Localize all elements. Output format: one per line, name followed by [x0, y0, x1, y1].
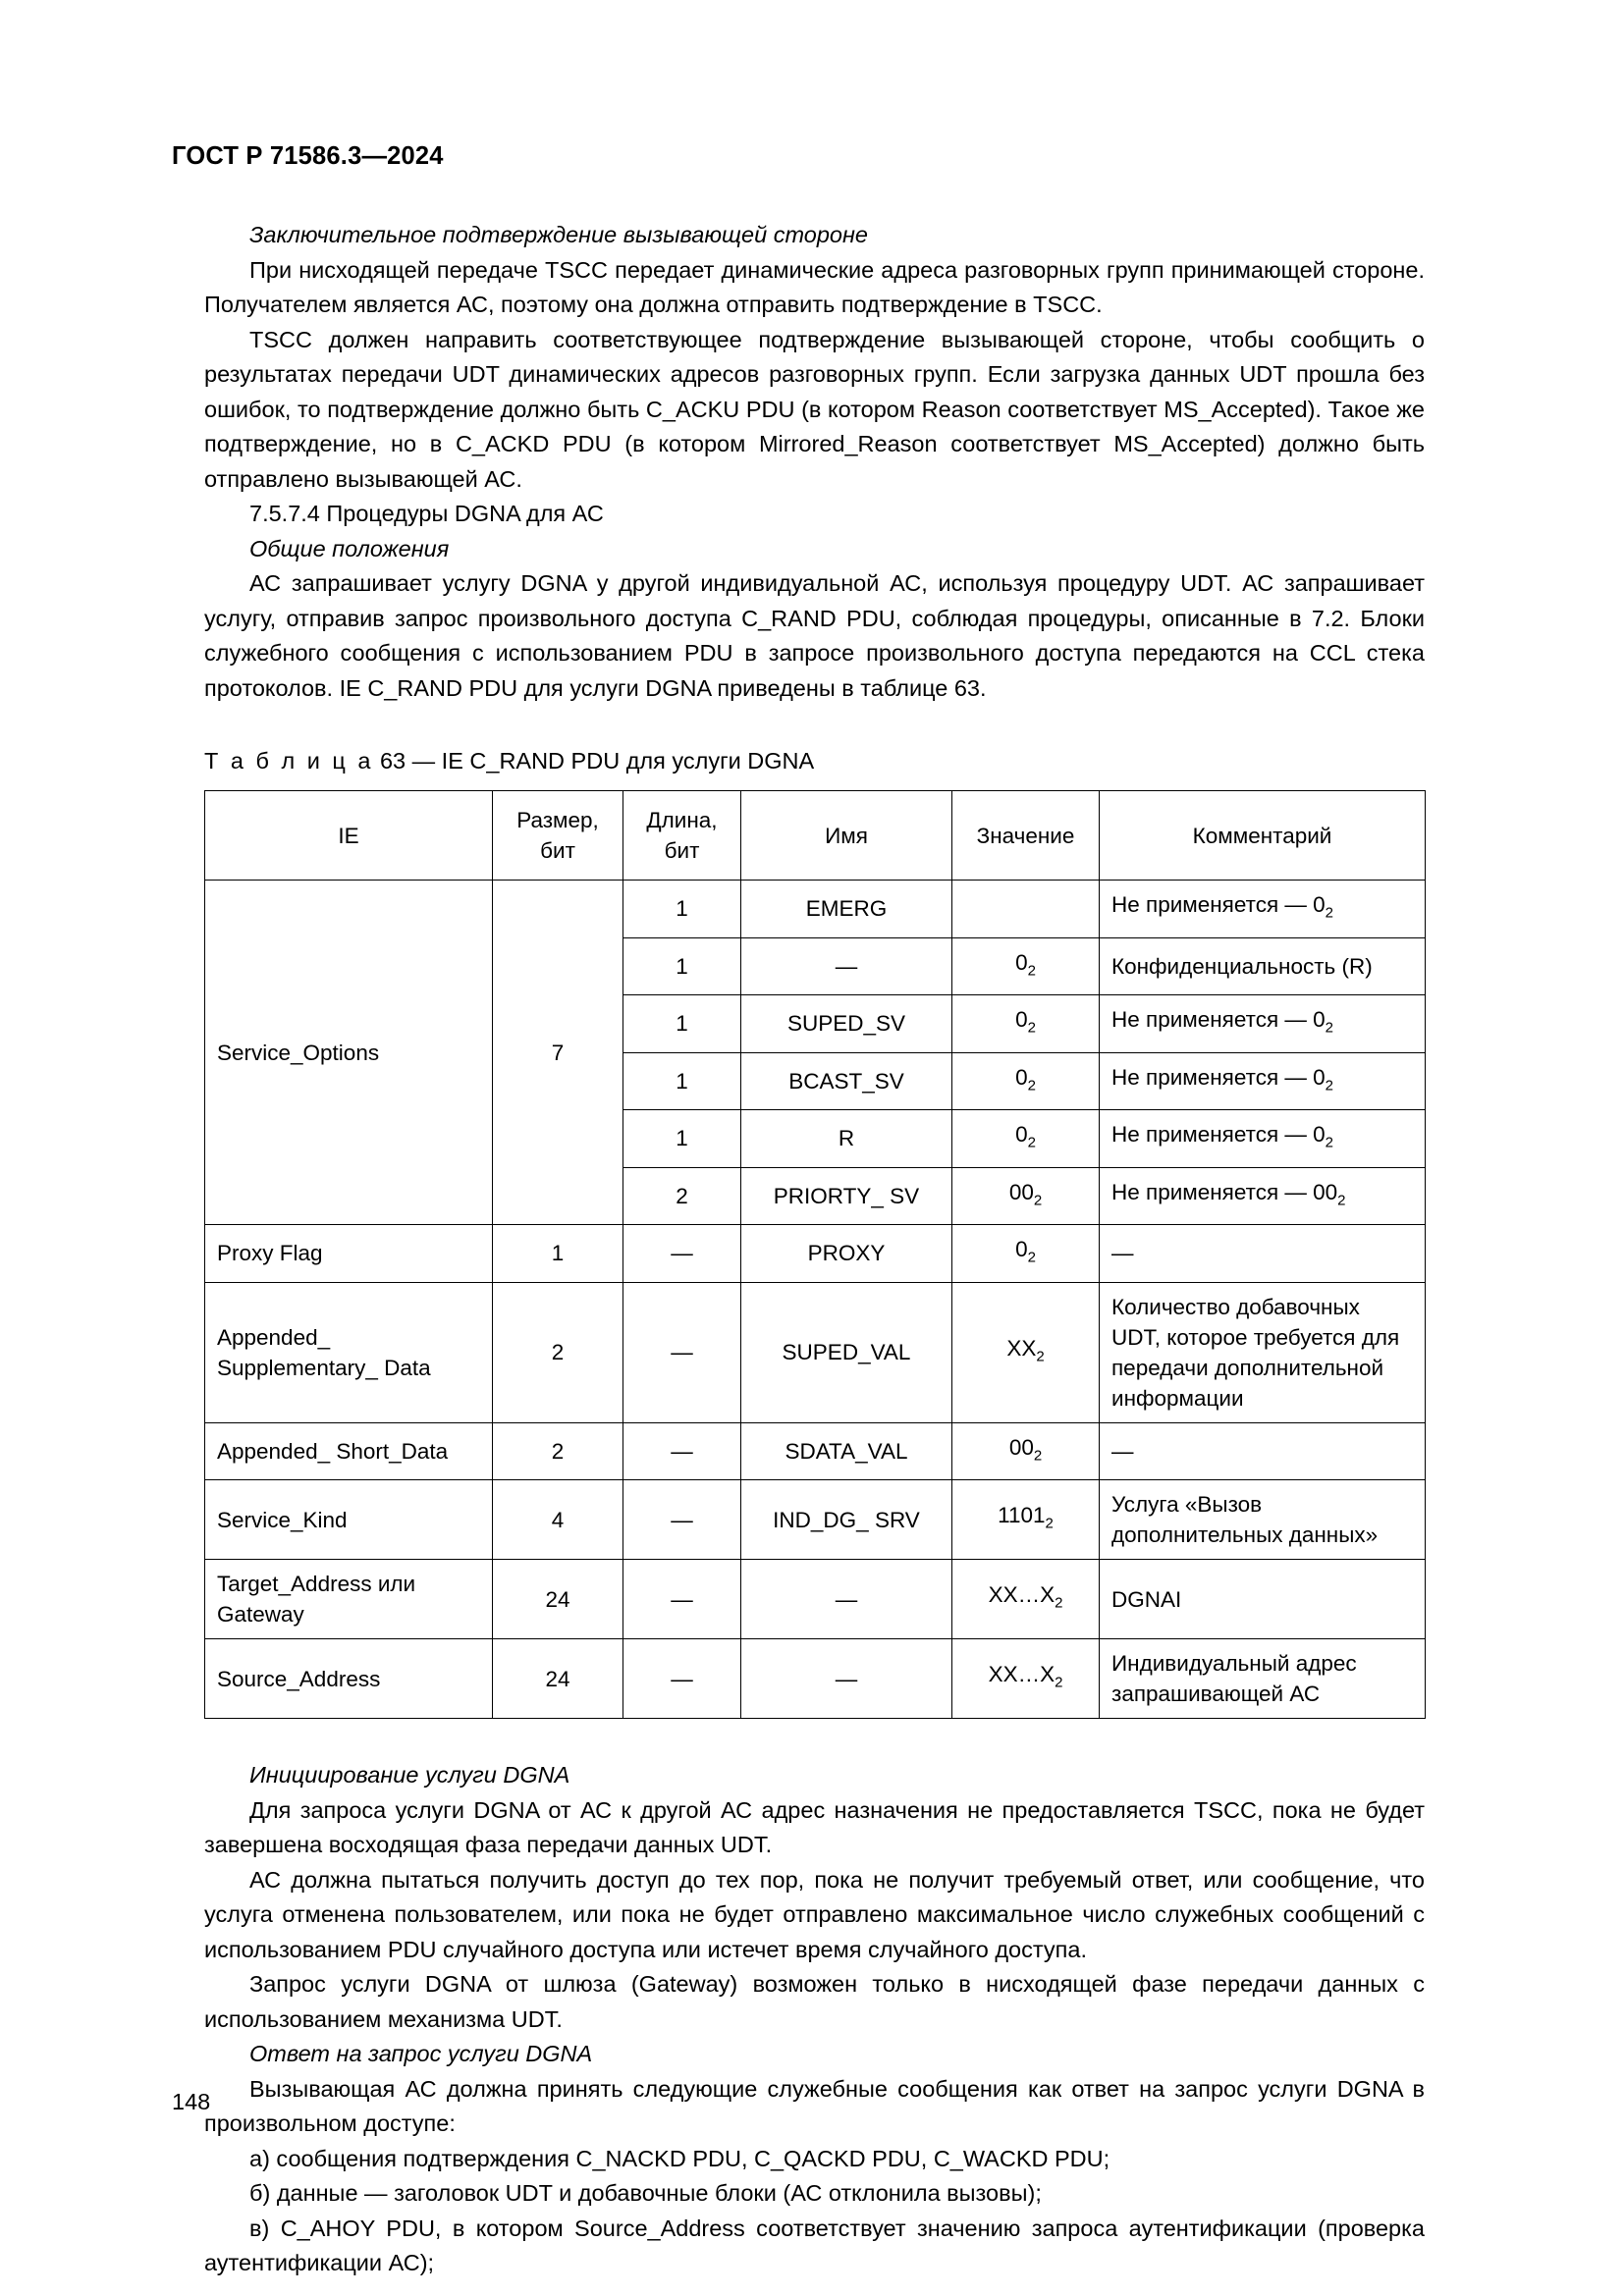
paragraph-5: АС должна пытаться получить доступ до тех пор, пока не получит требуемый ответ, или сообщение, что услуга отменена пользователем, или пока не будет отправлено максимальное число служебных сообщений с использованием PDU случайного доступа или истечет время случайного доступа.	[204, 1866, 1425, 1962]
cell-length: —	[623, 1282, 741, 1422]
cell-size: 24	[493, 1560, 623, 1639]
cell-comment: Индивидуальный адрес запрашивающей АС	[1100, 1639, 1426, 1719]
table-row	[205, 1560, 1426, 1639]
cell-name: —	[741, 937, 952, 995]
cell-name: PRIORTY_ SV	[741, 1167, 952, 1225]
paragraph-4: Для запроса услуги DGNA от АС к другой АС адрес назначения не предоставляется TSCC, пока не будет завершена восходящая фаза передачи данных UDT.	[204, 1796, 1425, 1857]
cell-size: 2	[493, 1282, 623, 1422]
paragraph-1: При нисходящей передаче TSCC передает динамические адреса разговорных групп принимающей стороне. Получателем является АС, поэтому она должна отправить подтверждение в TSCC.	[204, 256, 1425, 317]
table-row	[205, 1480, 1426, 1560]
cell-name: IND_DG_ SRV	[741, 1480, 952, 1560]
cell-comment: DGNAI	[1100, 1560, 1426, 1639]
cell-name: SUPED_SV	[741, 995, 952, 1053]
cell-size: 24	[493, 1639, 623, 1719]
page-content	[204, 218, 1425, 2281]
page-header-standard-number: ГОСТ Р 71586.3—2024	[172, 142, 444, 170]
cell-name: —	[741, 1639, 952, 1719]
paragraph-6: Запрос услуги DGNA от шлюза (Gateway) возможен только в нисходящей фазе передачи данных с использованием механизма UDT.	[204, 1971, 1425, 2032]
cell-value: $0_2$	[952, 995, 1100, 1053]
table-row	[205, 1422, 1426, 1480]
cell-value: $0_2$	[952, 1052, 1100, 1110]
cell-name: —	[741, 1560, 952, 1639]
cell-ie-service-options: Service_Options	[205, 881, 493, 1225]
heading-dgna-response: Ответ на запрос услуги DGNA	[249, 2041, 593, 2066]
page-number: 148	[172, 2089, 211, 2114]
cell-length: 1	[623, 1052, 741, 1110]
th-length: Длина, бит	[623, 791, 741, 881]
cell-ie: Service_Kind	[205, 1480, 493, 1560]
cell-name: PROXY	[741, 1225, 952, 1283]
cell-length: —	[623, 1639, 741, 1719]
cell-name: R	[741, 1110, 952, 1168]
cell-comment: Не применяется — $00_2$	[1100, 1167, 1426, 1225]
cell-comment: Не применяется — $0_2$	[1100, 1110, 1426, 1168]
cell-ie: Appended_ Supplementary_ Data	[205, 1282, 493, 1422]
cell-value: $00_2$	[952, 1167, 1100, 1225]
cell-size-service-options: 7	[493, 881, 623, 1225]
cell-name: SUPED_VAL	[741, 1282, 952, 1422]
table-63	[204, 790, 1426, 1719]
cell-length: —	[623, 1225, 741, 1283]
cell-length: —	[623, 1480, 741, 1560]
table-row	[205, 1282, 1426, 1422]
cell-comment: Конфиденциальность (R)	[1100, 937, 1426, 995]
cell-size: 1	[493, 1225, 623, 1283]
cell-value: $1101_2$	[952, 1480, 1100, 1560]
th-value: Значение	[952, 791, 1100, 881]
cell-comment: —	[1100, 1422, 1426, 1480]
th-size: Размер, бит	[493, 791, 623, 881]
cell-value: $0_2$	[952, 1225, 1100, 1283]
cell-size: 4	[493, 1480, 623, 1560]
cell-ie: Source_Address	[205, 1639, 493, 1719]
cell-name: EMERG	[741, 881, 952, 938]
cell-comment: Не применяется — $0_2$	[1100, 881, 1426, 938]
th-ie: IE	[205, 791, 493, 881]
list-item-b: б) данные — заголовок UDT и добавочные блоки (АС отклонила вызовы);	[249, 2180, 1042, 2206]
cell-length: 1	[623, 937, 741, 995]
list-item-v: в) C_AHOY PDU, в котором Source_Address соответствует значению запроса аутентификации (проверка аутентификации АС);	[204, 2215, 1425, 2275]
paragraph-2: TSCC должен направить соответствующее подтверждение вызывающей стороне, чтобы сообщить о результатах передачи UDT динамических адресов разговорных групп. Если загрузка данных UDT прошла без ошибок, то подтверждение должно быть C_ACKU PDU (в котором Reason соответствует MS_Accepted). Такое же подтверждение, но в C_ACKD PDU (в котором Mirrored_Reason соответствует MS_Accepted) должно быть отправлено вызывающей АС.	[204, 326, 1425, 492]
table-row	[205, 881, 1426, 938]
after-table-text	[204, 1758, 1425, 2281]
table-caption-label: Т а б л и ц а	[204, 748, 374, 774]
heading-general: Общие положения	[249, 535, 450, 561]
cell-length: —	[623, 1422, 741, 1480]
cell-value: $XX\dots X_2$	[952, 1560, 1100, 1639]
table-row	[205, 1639, 1426, 1719]
th-comment: Комментарий	[1100, 791, 1426, 881]
cell-value: $0_2$	[952, 937, 1100, 995]
table-header-row	[205, 791, 1426, 881]
th-name: Имя	[741, 791, 952, 881]
table-row	[205, 1225, 1426, 1283]
paragraph-7: Вызывающая АС должна принять следующие служебные сообщения как ответ на запрос услуги DGNA в произвольном доступе:	[204, 2075, 1425, 2136]
cell-length: 1	[623, 881, 741, 938]
table-63-caption	[204, 745, 1425, 776]
paragraph-3: АС запрашивает услугу DGNA у другой индивидуальной АС, используя процедуру UDT. АС запрашивает услугу, отправив запрос произвольного доступа C_RAND PDU, соблюдая процедуры, описанные в 7.2. Блоки служебного сообщения с использованием PDU в запросе произвольного доступа передаются на CCL стека протоколов. IE C_RAND PDU для услуги DGNA приведены в таблице 63.	[204, 570, 1425, 701]
cell-value	[952, 881, 1100, 938]
cell-value: $XX_2$	[952, 1282, 1100, 1422]
cell-name: SDATA_VAL	[741, 1422, 952, 1480]
cell-length: 1	[623, 995, 741, 1053]
cell-ie: Proxy Flag	[205, 1225, 493, 1283]
cell-length: 2	[623, 1167, 741, 1225]
cell-comment: —	[1100, 1225, 1426, 1283]
table-caption-text: 63 — IE C_RAND PDU для услуги DGNA	[379, 748, 815, 774]
heading-dgna-initiation: Инициирование услуги DGNA	[249, 1762, 570, 1788]
clause-title-7574: 7.5.7.4 Процедуры DGNA для АС	[249, 501, 604, 526]
cell-comment: Не применяется — $0_2$	[1100, 995, 1426, 1053]
cell-ie: Appended_ Short_Data	[205, 1422, 493, 1480]
cell-value: $XX\dots X_2$	[952, 1639, 1100, 1719]
heading-final-confirmation: Заключительное подтверждение вызывающей стороне	[249, 222, 868, 247]
cell-comment: Услуга «Вызов дополнительных данных»	[1100, 1480, 1426, 1560]
cell-comment: Количество добавочных UDT, которое требуется для передачи дополнительной информации	[1100, 1282, 1426, 1422]
cell-length: —	[623, 1560, 741, 1639]
cell-name: BCAST_SV	[741, 1052, 952, 1110]
cell-comment: Не применяется — $0_2$	[1100, 1052, 1426, 1110]
cell-value: $0_2$	[952, 1110, 1100, 1168]
cell-size: 2	[493, 1422, 623, 1480]
cell-value: $00_2$	[952, 1422, 1100, 1480]
cell-ie: Target_Address или Gateway	[205, 1560, 493, 1639]
list-item-a: а) сообщения подтверждения C_NACKD PDU, C_QACKD PDU, C_WACKD PDU;	[249, 2145, 1110, 2171]
cell-length: 1	[623, 1110, 741, 1168]
